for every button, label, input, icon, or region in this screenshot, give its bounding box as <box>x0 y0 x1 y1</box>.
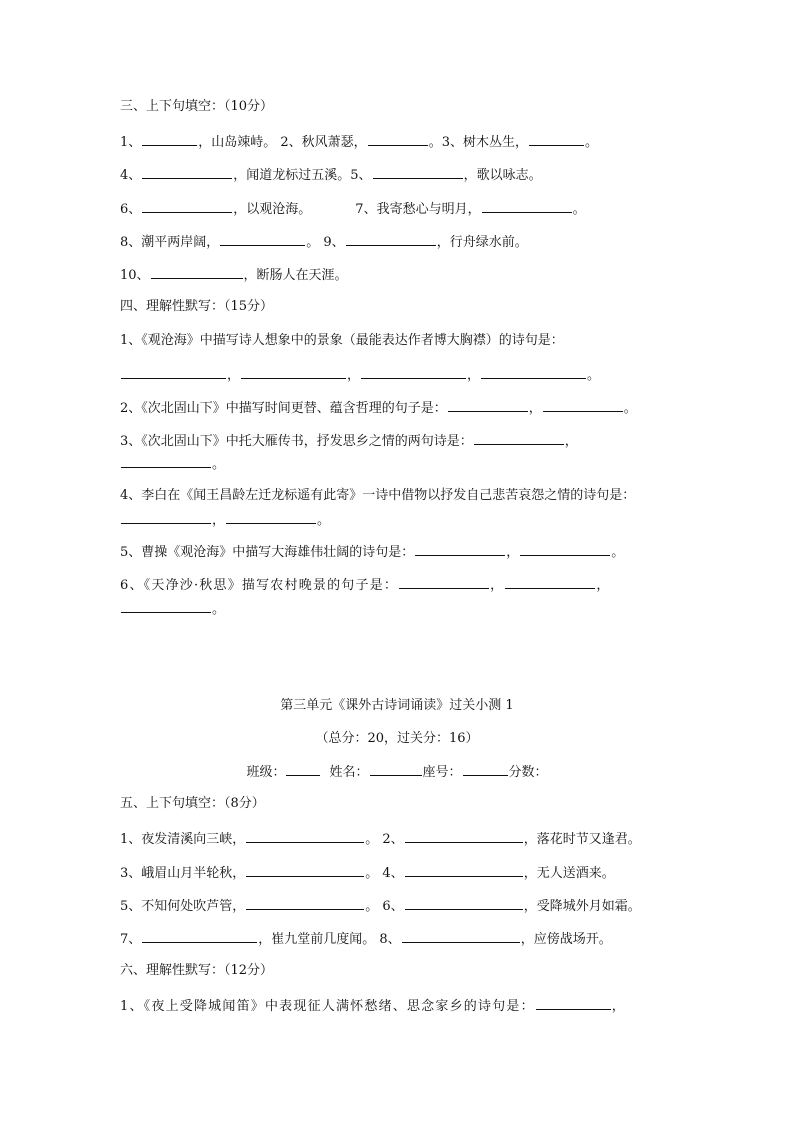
answer-blank[interactable] <box>448 398 528 412</box>
answer-blank[interactable] <box>142 929 257 943</box>
answer-blank[interactable] <box>368 132 428 146</box>
section4-heading: 四、理解性默写：（15分） <box>120 299 274 314</box>
name-field[interactable] <box>370 762 422 776</box>
answer-blank[interactable] <box>151 265 243 279</box>
class-field[interactable] <box>286 762 320 776</box>
s3-row-2: 4、 ，闻道龙标过五溪。5、 ，歌以咏志。 <box>120 165 542 185</box>
s6-q1: 1、《夜上受降城闻笛》中表现征人满怀愁绪、思念家乡的诗句是： ， <box>120 996 626 1016</box>
answer-blank[interactable] <box>405 896 523 910</box>
s5-row-3: 5、不知何处吹芦管， 。 6、 ，受降城外月如霜。 <box>120 896 641 916</box>
s4-q1: 1、《观沧海》中描写诗人想象中的景象（最能表达作者博大胸襟）的诗句是： <box>120 333 564 348</box>
s4-q6-cont: 。 <box>120 599 225 619</box>
answer-blank[interactable] <box>142 165 232 179</box>
s4-q3: 3、《次北固山下》中托大雁传书，抒发思乡之情的两句诗是： ， <box>120 431 578 451</box>
answer-blank[interactable] <box>246 829 364 843</box>
answer-blank[interactable] <box>241 365 346 379</box>
s5-row-2: 3、峨眉山月半轮秋， 。 4、 ，无人送酒来。 <box>120 863 615 883</box>
student-info-line: 班级： 姓名： 座号： 分数： <box>0 762 794 782</box>
answer-blank[interactable] <box>121 599 211 613</box>
s4-q4-answers: ， 。 <box>120 510 330 530</box>
answer-blank[interactable] <box>474 431 564 445</box>
s4-q3-cont: 。 <box>120 454 225 474</box>
s5-row-1: 1、夜发清溪向三峡， 。 2、 ，落花时节又逢君。 <box>120 829 641 849</box>
answer-blank[interactable] <box>402 929 520 943</box>
s4-q4: 4、李白在《闻王昌龄左迁龙标遥有此寄》一诗中借物以抒发自己悲苦哀怨之情的诗句是： <box>120 488 636 503</box>
answer-blank[interactable] <box>142 199 232 213</box>
answer-blank[interactable] <box>529 132 584 146</box>
answer-blank[interactable] <box>373 165 463 179</box>
seat-field[interactable] <box>463 762 508 776</box>
s3-row-5: 10、 ，断肠人在天涯。 <box>120 265 348 285</box>
s4-q1-answers: ， ， ， 。 <box>120 365 600 385</box>
answer-blank[interactable] <box>246 896 364 910</box>
answer-blank[interactable] <box>543 398 623 412</box>
answer-blank[interactable] <box>226 510 316 524</box>
answer-blank[interactable] <box>121 510 211 524</box>
s4-q5: 5、曹操《观沧海》中描写大海雄伟壮阔的诗句是： ， 。 <box>120 542 624 562</box>
test-score-line: （总分：20，过关分：16） <box>315 731 479 746</box>
s5-row-4: 7、 ，崔九堂前几度闻。 8、 ，应傍战场开。 <box>120 929 612 949</box>
s4-q6: 6、《天净沙·秋思》描写农村晚景的句子是： ， ， <box>120 575 611 595</box>
section3-heading: 三、上下句填空：（10分） <box>120 99 274 114</box>
answer-blank[interactable] <box>346 232 436 246</box>
answer-blank[interactable] <box>246 863 364 877</box>
s3-row-1: 1、 ，山岛竦峙。 2、秋风萧瑟， 。3、树木丛生， 。 <box>120 132 598 152</box>
answer-blank[interactable] <box>482 199 572 213</box>
section6-heading: 六、理解性默写：（12分） <box>120 963 274 978</box>
answer-blank[interactable] <box>536 996 611 1010</box>
answer-blank[interactable] <box>399 575 489 589</box>
s3-row-3: 6、 ，以观沧海。 7、我寄愁心与明月， 。 <box>120 199 586 219</box>
answer-blank[interactable] <box>405 863 523 877</box>
answer-blank[interactable] <box>121 454 211 468</box>
s3-row-4: 8、潮平两岸阔， 。 9、 ，行舟绿水前。 <box>120 232 528 252</box>
section5-heading: 五、上下句填空：（8分） <box>120 796 265 811</box>
answer-blank[interactable] <box>220 232 305 246</box>
answer-blank[interactable] <box>520 542 610 556</box>
answer-blank[interactable] <box>405 829 523 843</box>
answer-blank[interactable] <box>142 132 197 146</box>
s4-q2: 2、《次北固山下》中描写时间更替、蕴含哲理的句子是： ， 。 <box>120 398 637 418</box>
answer-blank[interactable] <box>361 365 466 379</box>
answer-blank[interactable] <box>415 542 505 556</box>
answer-blank[interactable] <box>481 365 586 379</box>
answer-blank[interactable] <box>505 575 595 589</box>
test-title: 第三单元《课外古诗词诵读》过关小测 1 <box>280 698 514 713</box>
answer-blank[interactable] <box>121 365 226 379</box>
